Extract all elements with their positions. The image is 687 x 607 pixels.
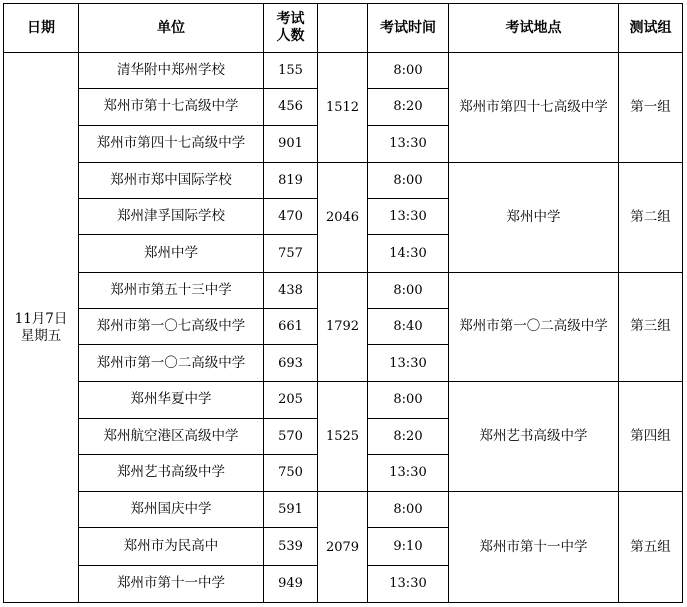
time-cell: 8:00	[368, 162, 449, 198]
count-cell: 750	[264, 454, 318, 491]
time-cell: 8:20	[368, 89, 449, 125]
unit-cell: 郑州市第四十七高级中学	[79, 125, 264, 162]
time-cell: 13:30	[368, 345, 449, 382]
header-unit: 单位	[79, 4, 264, 53]
time-cell: 13:30	[368, 125, 449, 162]
exam-schedule-table	[3, 3, 683, 603]
date-cell	[4, 53, 79, 603]
time-cell: 8:00	[368, 382, 449, 418]
time-cell: 8:00	[368, 272, 449, 308]
time-cell: 13:30	[368, 199, 449, 235]
count-cell: 661	[264, 308, 318, 344]
unit-cell: 郑州市第一〇二高级中学	[79, 345, 264, 382]
date-day: 11月7日	[14, 310, 68, 327]
unit-cell: 郑州艺书高级中学	[79, 454, 264, 491]
table-row	[4, 382, 683, 418]
unit-cell: 郑州国庆中学	[79, 492, 264, 528]
table-row	[4, 492, 683, 528]
unit-cell: 郑州市第十七高级中学	[79, 89, 264, 125]
table-row	[4, 162, 683, 198]
unit-cell: 郑州航空港区高级中学	[79, 418, 264, 454]
count-cell: 819	[264, 162, 318, 198]
unit-cell: 郑州市第十一中学	[79, 565, 264, 602]
header-location: 考试地点	[449, 4, 619, 53]
group-cell: 第三组	[619, 272, 683, 382]
header-row	[4, 4, 683, 53]
count-cell: 693	[264, 345, 318, 382]
unit-cell: 郑州中学	[79, 235, 264, 272]
table-row	[4, 53, 683, 89]
location-cell: 郑州艺书高级中学	[449, 382, 619, 492]
count-cell: 470	[264, 199, 318, 235]
header-group: 测试组	[619, 4, 683, 53]
count-cell: 949	[264, 565, 318, 602]
time-cell: 13:30	[368, 454, 449, 491]
count-cell: 757	[264, 235, 318, 272]
table-row	[4, 272, 683, 308]
group-cell: 第四组	[619, 382, 683, 492]
total-cell: 1525	[318, 382, 368, 492]
time-cell: 8:00	[368, 53, 449, 89]
group-cell: 第五组	[619, 492, 683, 603]
total-cell: 2079	[318, 492, 368, 603]
unit-cell: 郑州华夏中学	[79, 382, 264, 418]
count-cell: 155	[264, 53, 318, 89]
location-cell: 郑州市第十一中学	[449, 492, 619, 603]
total-cell: 1512	[318, 53, 368, 163]
header-count-line2: 人数	[276, 28, 305, 44]
time-cell: 9:10	[368, 528, 449, 565]
unit-cell: 清华附中郑州学校	[79, 53, 264, 89]
header-date: 日期	[4, 4, 79, 53]
group-cell: 第二组	[619, 162, 683, 272]
location-cell: 郑州中学	[449, 162, 619, 272]
count-cell: 539	[264, 528, 318, 565]
time-cell: 8:20	[368, 418, 449, 454]
unit-cell: 郑州津孚国际学校	[79, 199, 264, 235]
location-cell: 郑州市第一〇二高级中学	[449, 272, 619, 382]
location-cell: 郑州市第四十七高级中学	[449, 53, 619, 163]
unit-cell: 郑州市第一〇七高级中学	[79, 308, 264, 344]
header-total	[318, 4, 368, 53]
time-cell: 14:30	[368, 235, 449, 272]
time-cell: 8:40	[368, 308, 449, 344]
header-time: 考试时间	[368, 4, 449, 53]
count-cell: 901	[264, 125, 318, 162]
unit-cell: 郑州市为民高中	[79, 528, 264, 565]
time-cell: 13:30	[368, 565, 449, 602]
count-cell: 591	[264, 492, 318, 528]
count-cell: 205	[264, 382, 318, 418]
header-count-line1: 考试	[276, 11, 305, 27]
time-cell: 8:00	[368, 492, 449, 528]
date-weekday: 星期五	[20, 327, 62, 344]
group-cell: 第一组	[619, 53, 683, 163]
total-cell: 1792	[318, 272, 368, 382]
count-cell: 438	[264, 272, 318, 308]
count-cell: 570	[264, 418, 318, 454]
unit-cell: 郑州市郑中国际学校	[79, 162, 264, 198]
total-cell: 2046	[318, 162, 368, 272]
count-cell: 456	[264, 89, 318, 125]
header-count	[264, 4, 318, 53]
unit-cell: 郑州市第五十三中学	[79, 272, 264, 308]
